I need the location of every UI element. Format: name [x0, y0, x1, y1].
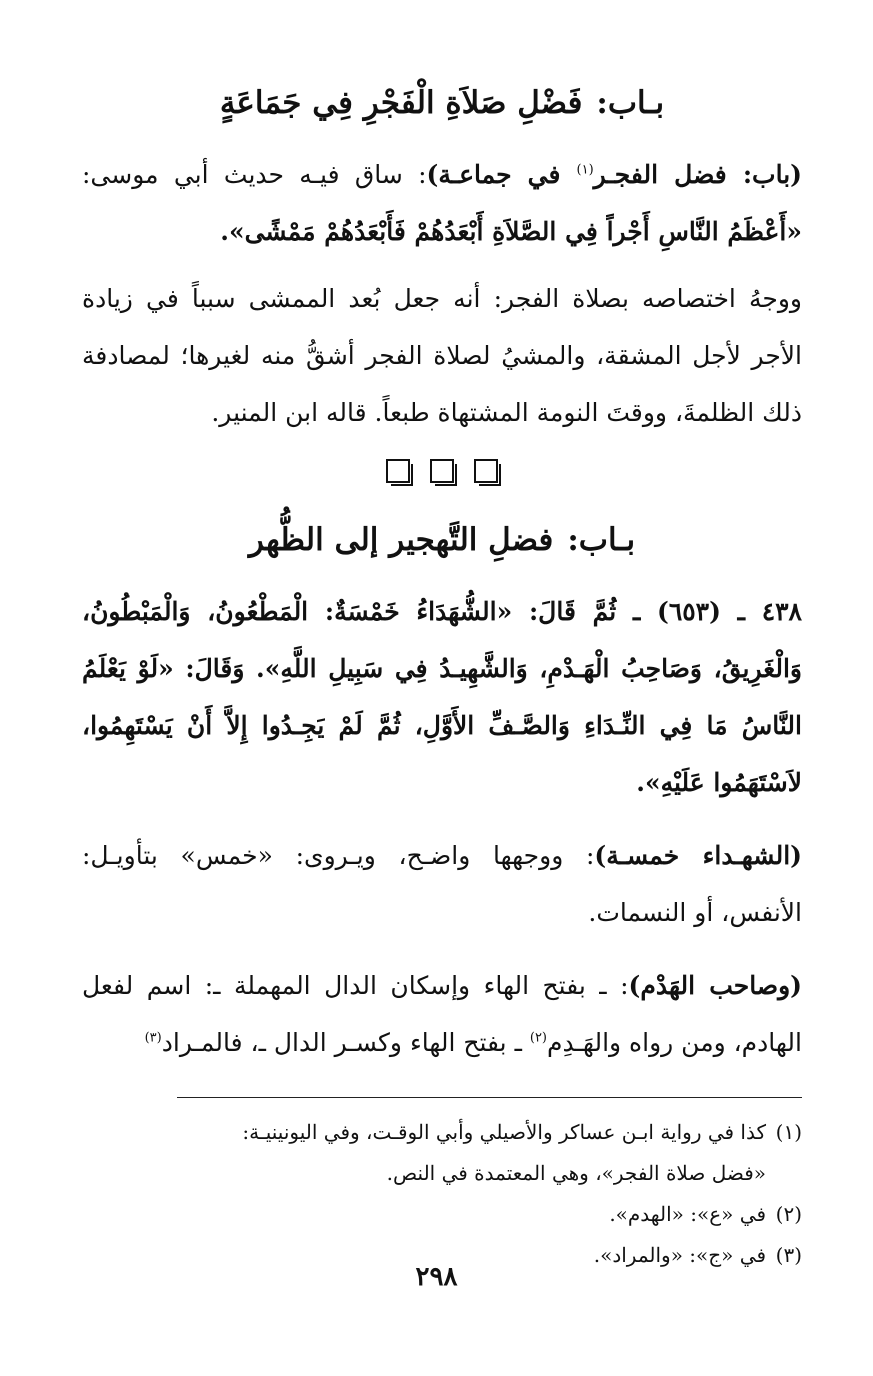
page-number: ٢٩٨	[415, 1262, 458, 1292]
section-title: فَضْلِ صَلاَةِ الْفَجْرِ فِي جَمَاعَةٍ	[219, 85, 583, 121]
footnote-number: (٣)	[775, 1243, 802, 1267]
footnote-text: كذا في رواية ابـن عساكر والأصيلي وأبي الوقـت، وفي اليونينيـة:	[242, 1120, 766, 1144]
paragraph-text: : ـ بفتح الهاء وإسكان الدال المهملة ـ: اسم لفعل الهادم، ومن رواه والهَـدِم	[82, 971, 802, 1057]
hadith-paragraph: ٤٣٨ ـ (٦٥٣) ـ ثُمَّ قَالَ: «الشُّهَدَاءُ خَمْسَةٌ: الْمَطْعُونُ، وَالْمَبْطُونُ، وَالْغَرِيقُ، وَصَاحِبُ الْهَـدْمِ، وَالشَّهِيـدُ فِي سَبِيلِ اللَّهِ». وَقَالَ: «لَوْ يَعْلَمُ النَّاسُ مَا فِي النِّـدَاءِ وَالصَّـفِّ الأَوَّلِ، ثُمَّ لَمْ يَجِـدُوا إِلاَّ أَنْ يَسْتَهِمُوا، لاَسْتَهَمُوا عَلَيْهِ».	[82, 597, 802, 797]
paragraph-bab-intro	[82, 146, 802, 260]
bab-label-ref-end: في جماعـة)	[426, 160, 577, 189]
divider-box-icon	[430, 459, 454, 483]
footnote-ref-1: (١)	[576, 162, 594, 178]
hadith-quote: «أَعْظَمُ النَّاسِ أَجْراً فِي الصَّلاَةِ أَبْعَدُهُمْ فَأَبْعَدُهُمْ مَمْشًى».	[220, 217, 802, 246]
paragraph-explanation: ووجهُ اختصاصه بصلاة الفجر: أنه جعل بُعد الممشى سبباً في زيادة الأجر لأجل المشقة، والمشيُ لصلاة الفجر أشقُّ منه لغيرها؛ لمصادفة ذلك الظلمةَ، ووقتَ النومة المشتهاة طبعاً. قاله ابن المنير.	[82, 284, 802, 427]
footnote-ref-3: (٣)	[144, 1030, 162, 1046]
footnote-separator	[177, 1097, 802, 1098]
footnote-1-continuation: «فضل صلاة الفجر»، وهي المعتمدة في النص.	[386, 1161, 766, 1185]
footnote-number: (١)	[775, 1120, 802, 1144]
paragraph-hadm	[82, 957, 802, 1071]
bab-label: بـاب:	[596, 85, 665, 121]
footnote-text: في «ع»: «الهدم».	[609, 1202, 766, 1226]
footnote-ref-2: (٢)	[529, 1030, 547, 1046]
section-heading-tahjir	[82, 507, 802, 573]
term-label: (الشهـداء خمسـة)	[594, 841, 802, 870]
divider-box-icon	[474, 459, 498, 483]
section-title: فضلِ التَّهجير إلى الظُّهر	[248, 522, 554, 558]
page-body	[82, 70, 802, 1320]
divider-box-icon	[386, 459, 410, 483]
footnote-2	[82, 1194, 802, 1235]
term-label: (وصاحب الهَدْم)	[628, 971, 803, 1000]
paragraph-text: : ساق فيـه حديث أبي موسى:	[82, 160, 427, 189]
section-divider	[82, 459, 802, 499]
footnotes	[82, 1112, 802, 1276]
paragraph-text: : ووجهها واضـح، ويـروى: «خمس» بتأويـل: الأنفس، أو النسمات.	[82, 841, 802, 927]
footnote-1	[82, 1112, 802, 1153]
bab-label: بـاب:	[567, 522, 636, 558]
footnote-number: (٢)	[775, 1202, 802, 1226]
paragraph-shuhada	[82, 827, 802, 941]
section-heading-fajr	[82, 70, 802, 136]
paragraph-text-cont: ـ بفتح الهاء وكسـر الدال ـ، فالمـراد	[161, 1028, 530, 1057]
bab-label-ref: (باب: فضل الفجـر	[593, 160, 802, 189]
footnote-text: في «ج»: «والمراد».	[593, 1243, 766, 1267]
